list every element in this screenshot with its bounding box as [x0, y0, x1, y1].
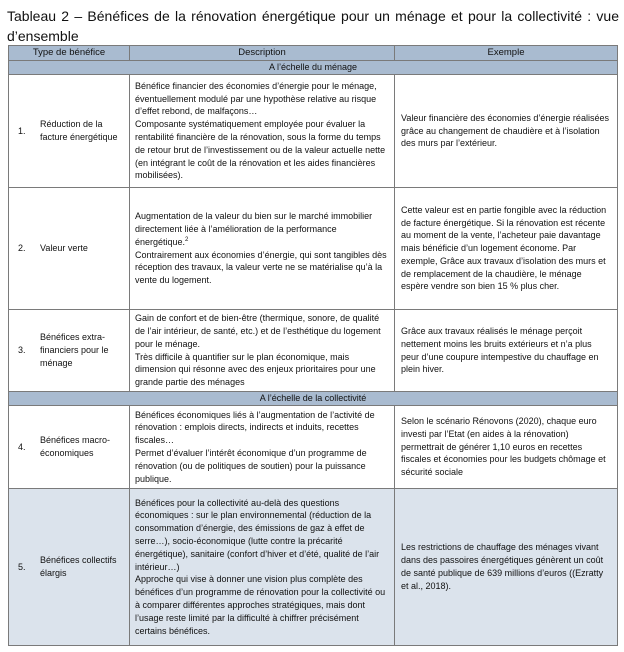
table-row [9, 489, 618, 646]
table-caption: Tableau 2 – Bénéfices de la rénovation énergétique pour un ménage et pour la collectivité : vue d’ensemble [7, 8, 619, 44]
benefits-table [8, 45, 618, 646]
description-cell [130, 489, 395, 646]
type-cell [9, 75, 130, 188]
description-text: Augmentation de la valeur du bien sur le marché immobilier directement liée à l’amélioration de la performance énergétique. [135, 211, 373, 247]
description-paragraph [135, 210, 388, 248]
type-cell [9, 188, 130, 310]
description-cell [130, 188, 395, 310]
table-row [9, 406, 618, 489]
row-number: 4. [18, 441, 26, 452]
type-label: Bénéfices collectifs élargis [40, 555, 117, 578]
description-paragraph: Approche qui vise à donner une vision plus complète des bénéfices d’un programme de rénovation pour la collectivité ou à comparer différentes approches stratégiques, mais dont l’usage reste limité par la difficulté à chiffrer précisément certains bénéfices. [135, 574, 386, 636]
section-row-collectivite [9, 392, 618, 406]
type-label: Bénéfices extra-financiers pour le ménage [40, 332, 109, 368]
section-label-menage: A l’échelle du ménage [9, 61, 618, 75]
example-cell: Les restrictions de chauffage des ménages vivant dans des passoires énergétiques génèrent un coût de santé publique de 639 millions d’euros ((Ezratty et al., 2018). [395, 489, 618, 646]
row-number: 5. [18, 561, 26, 572]
description-paragraph: Composante systématiquement employée pour évaluer la rentabilité financière de la rénovation, sous la forme du temps de retour brut de l’investissement ou de la valeur actuelle nette (en intégrant le coût de la rénovation et les aides financières mobilisées). [135, 119, 386, 181]
section-row-menage [9, 61, 618, 75]
row-number: 2. [18, 243, 26, 254]
type-cell [9, 406, 130, 489]
description-paragraph: Bénéfices économiques liés à l’augmentation de l’activité de rénovation : emplois directs, indirects et induits, recettes fiscales… [135, 409, 375, 446]
type-cell [9, 489, 130, 646]
description-paragraph: Bénéfices pour la collectivité au-delà des questions économiques : sur le plan environnemental (réduction de la consommation d’énergie, des émissions de gaz à effet de serre…), socio-économique (lutte contre la précarité énergétique), sanitaire (confort d’hiver et d’été, qualité de l’air intérieur…) [135, 497, 380, 572]
header-example: Exemple [395, 46, 618, 61]
header-description: Description [130, 46, 395, 61]
description-cell [130, 310, 395, 392]
table-row [9, 75, 618, 188]
description-paragraph: Permet d’évaluer l’intérêt économique d’un programme de rénovation (ou de politiques de soutien) pour la puissance publique. [135, 448, 367, 484]
example-cell: Grâce aux travaux réalisés le ménage perçoit nettement moins les bruits extérieurs et n’a plus peur d’une coupure intempestive du chauffage en plein hiver. [395, 310, 618, 392]
example-cell: Valeur financière des économies d’énergie réalisées grâce au changement de chaudière et à l’isolation des murs par l’extérieur. [395, 75, 618, 188]
example-cell: Selon le scénario Rénovons (2020), chaque euro investi par l’Etat (en aides à la rénovation) permettrait de générer 1,10 euros en recettes fiscales et économies pour les budgets chômage et sécurité sociale [395, 406, 618, 489]
row-number: 1. [18, 125, 26, 136]
description-cell [130, 75, 395, 188]
example-cell: Cette valeur est en partie fongible avec la réduction de facture énergétique. Si la rénovation est récente au moment de la vente, l’acheteur paie davantage mais bénéficie d’un logement économe. Par exemple, Grâce aux travaux d’isolation des murs et de remplacement de la chaudière, le ménage espère vendre son bien 15 % plus cher. [395, 188, 618, 310]
description-paragraph: Bénéfice financier des économies d’énergie pour le ménage, éventuellement modulé par une hypothèse relative au risque d’effet rebond, de malfaçons… [135, 80, 377, 117]
header-row [9, 46, 618, 61]
table-row [9, 188, 618, 310]
description-paragraph: Contrairement aux économies d’énergie, qui sont tangibles dès réception des travaux, la valeur verte ne se matérialise qu’à la vente du logement. [135, 249, 387, 286]
row-number: 3. [18, 345, 26, 356]
description-paragraph: Très difficile à quantifier sur le plan économique, mais dimension qui résonne avec des enjeux prioritaires pour une grande partie des ménages [135, 351, 376, 388]
footnote-marker: 2 [185, 236, 189, 243]
table-row [9, 310, 618, 392]
description-paragraph: Gain de confort et de bien-être (thermique, sonore, de qualité de l’air intérieur, de santé, etc.) et de l’esthétique du logement pour le ménage. [135, 313, 381, 349]
section-label-collectivite: A l’échelle de la collectivité [9, 392, 618, 406]
type-label: Valeur verte [40, 243, 88, 254]
type-label: Réduction de la facture énergétique [40, 119, 118, 142]
type-label: Bénéfices macro-économiques [40, 435, 111, 458]
description-cell [130, 406, 395, 489]
type-cell [9, 310, 130, 392]
header-type: Type de bénéfice [9, 46, 130, 61]
